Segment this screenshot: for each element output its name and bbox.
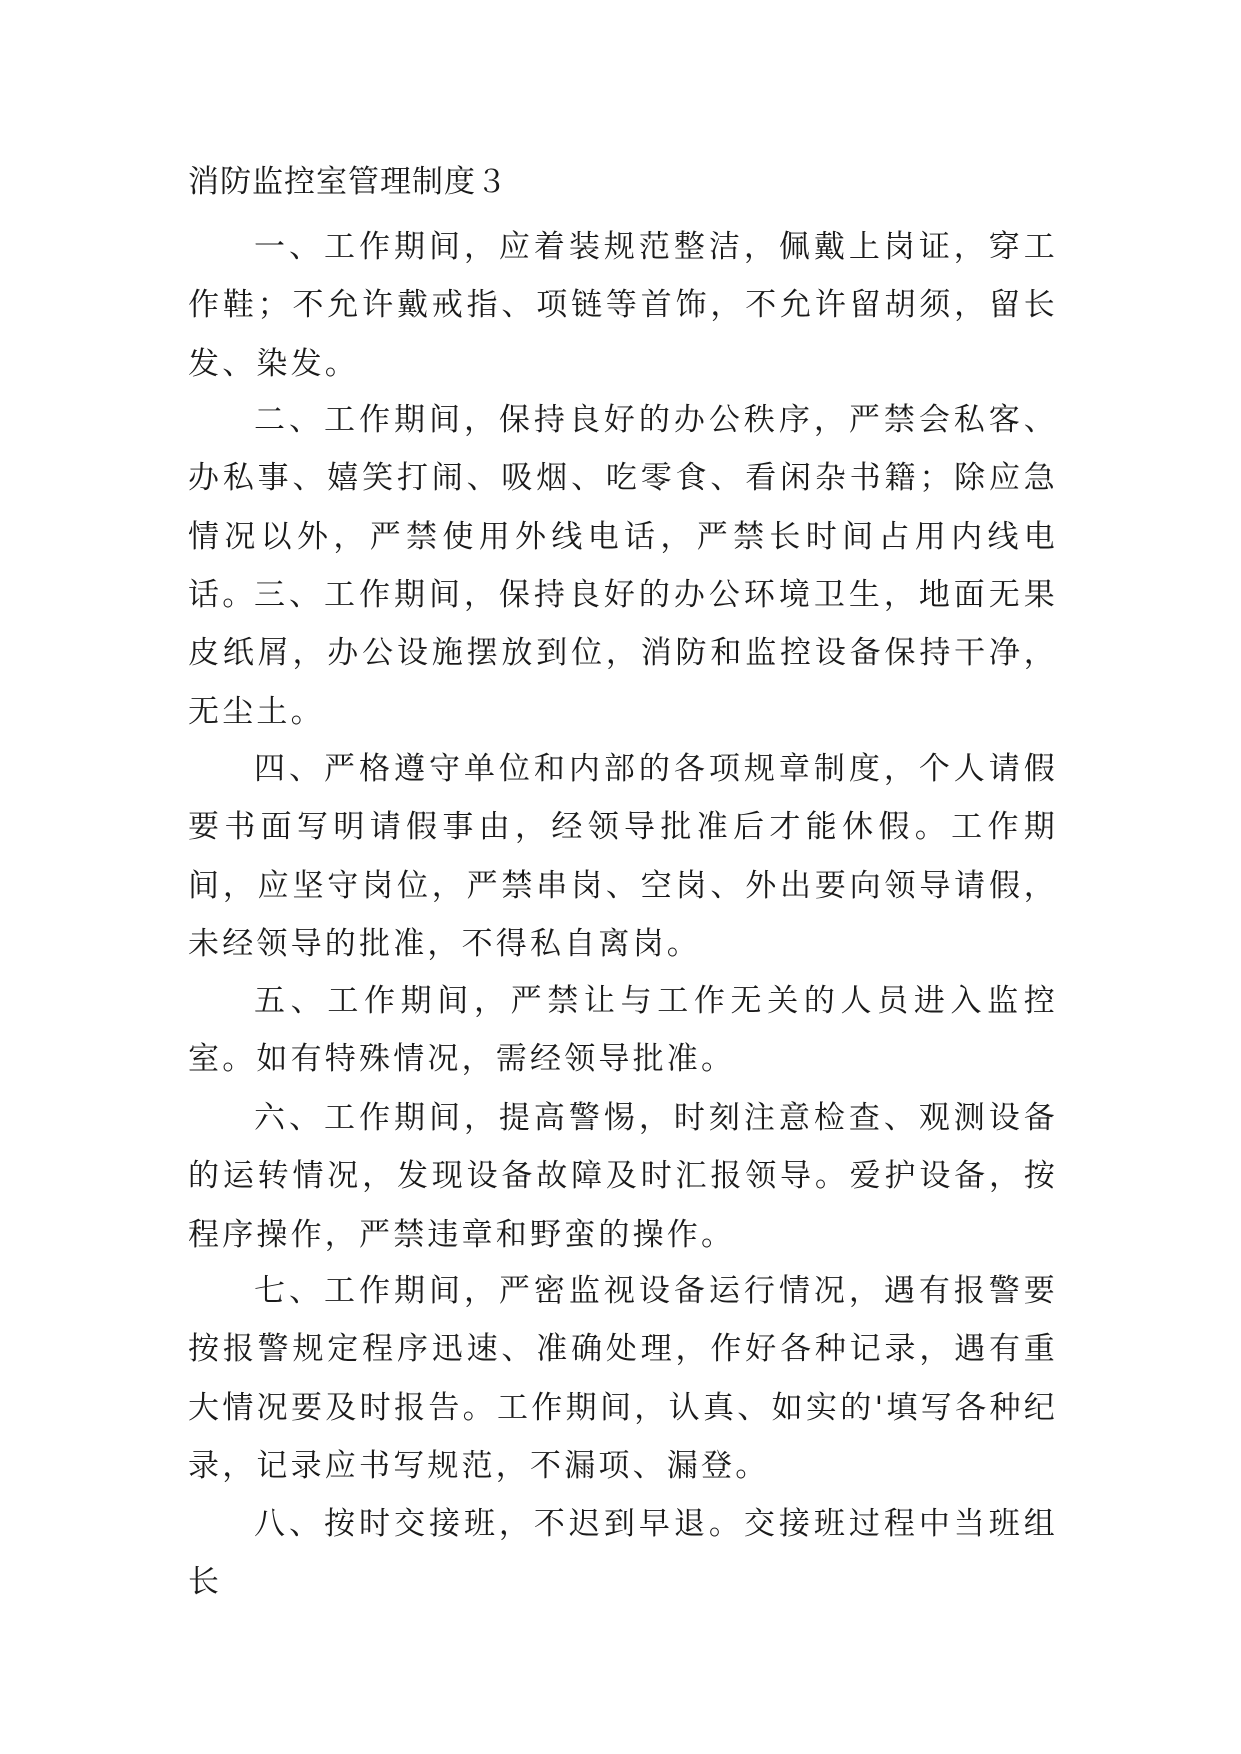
paragraph-3: 三、工作期间，保持良好的办公环境卫生，地面无果皮纸屑，办公设施摆放到位，消防和监控设备保持干净，无尘土。 <box>188 577 1058 730</box>
paragraph-8: 八、按时交接班，不迟到早退。交接班过程中当班组长 <box>188 1506 1058 1601</box>
paragraph-5: 五、工作期间，严禁让与工作无关的人员进入监控室。如有特殊情况，需经领导批准。 <box>188 983 1058 1078</box>
paragraph-7: 七、工作期间，严密监视设备运行情况，遇有报警要按报警规定程序迅速、准确处理，作好各种记录，遇有重大情况要及时报告。工作期间，认真、如实的'填写各种纪录，记录应书写规范，不漏项、漏登。 <box>188 1273 1058 1484</box>
paragraph-2: 二、工作期间，保持良好的办公秩序，严禁会私客、办私事、嬉笑打闹、吸烟、吃零食、看闲杂书籍；除应急情况以外，严禁使用外线电话，严禁长时间占用内线电话。 <box>188 402 1058 613</box>
document-title: 消防监控室管理制度３ <box>188 164 508 200</box>
paragraph-6: 六、工作期间，提高警惕，时刻注意检查、观测设备的运转情况，发现设备故障及时汇报领导。爱护设备，按程序操作，严禁违章和野蛮的操作。 <box>188 1100 1058 1253</box>
paragraph-1: 一、工作期间，应着装规范整洁，佩戴上岗证，穿工作鞋；不允许戴戒指、项链等首饰，不允许留胡须，留长发、染发。 <box>188 229 1058 382</box>
paragraph-4: 四、严格遵守单位和内部的各项规章制度，个人请假要书面写明请假事由，经领导批准后才能休假。工作期间，应坚守岗位，严禁串岗、空岗、外出要向领导请假，未经领导的批准，不得私自离岗。 <box>188 751 1058 962</box>
